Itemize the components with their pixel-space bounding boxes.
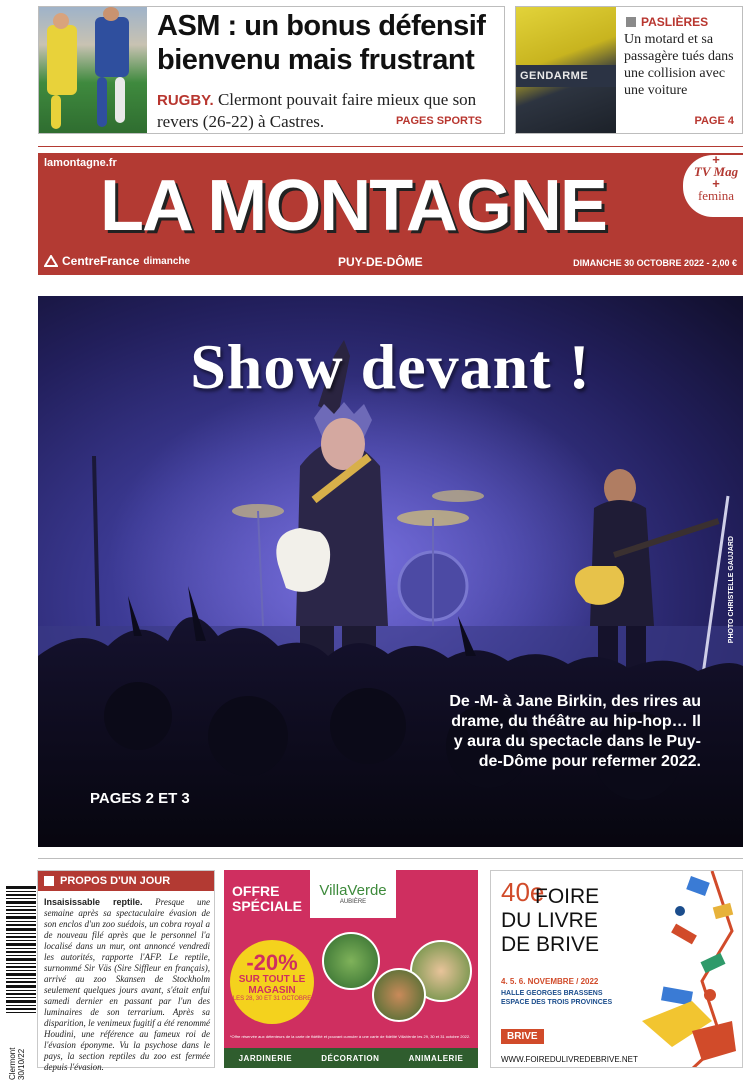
publisher-logo [44,254,190,268]
propos-text [44,897,210,1073]
gendarme-band-text: GENDARME [516,65,616,87]
asm-kicker: RUGBY. [157,92,214,109]
edition-name: PUY-DE-DÔME [338,255,423,269]
paslieres-kicker-wrap [626,15,708,29]
paslieres-body: Un motard et sa passagère tués dans une collision avec une voiture [624,32,734,98]
square-bullet-icon [44,876,54,886]
foire-title-line: DE BRIVE [501,933,600,956]
asm-page-ref: PAGES SPORTS [396,115,482,127]
teaser-paslieres[interactable] [515,6,743,134]
propos-title: PROPOS D'UN JOUR [60,875,171,887]
ad-category: JARDINERIE [238,1053,293,1063]
top-rule [38,146,743,147]
paslieres-page-ref: PAGE 4 [694,115,734,127]
asm-body-text: Clermont pouvait faire mieux que son revers (26-22) à Castres. [157,90,477,131]
foire-venue: HALLE GEORGES BRASSENS ESPACE DES TROIS PROVINCES [501,990,613,1006]
decor-photo [372,968,426,1022]
paslieres-kicker: PASLIÈRES [641,15,709,29]
date-price: DIMANCHE 30 OCTOBRE 2022 - 2,00 € [573,258,737,268]
ad-categories [224,1048,478,1068]
supplement-tvmag: TV Mag [693,164,739,179]
centrefrance-icon [44,255,58,267]
gendarme-photo [516,7,616,133]
discount-disc [230,940,314,1024]
site-url[interactable]: lamontagne.fr [44,157,117,169]
ad-category: DÉCORATION [321,1053,380,1063]
ad-category: ANIMALERIE [408,1053,464,1063]
ad-villaverde[interactable] [224,870,478,1068]
propos-body: Presque une semaine après sa spectaculaire évasion de son enclos d'un zoo suédois, un cobra royal a de nouveau filé après que le personnel l'a localisé dans un mur, ont annoncé vendredi les autorités, rapporte l'AFP. Le reptile, surnommé Sir Väs (Sire Siffleur en français), arrivé au zoo Skansen de Stockholm seulement quelques jours avant, s'était enfui samedi dernier en passant par l'un des luminaires de son terrarium. Après sa disparition, le venimeux fugitif a été renommé Houdini, une référence au fameux roi de l'évasion éponyme. Vu la psychose dans le pays, la section reptiles du zoo est fermée depuis l'évasion. [44,897,211,1072]
foire-edition: 40e [501,877,545,907]
ad-offer-title: OFFRE SPÉCIALE [232,883,303,914]
publisher-name: CentreFrance [62,254,140,268]
foire-title-line: FOIRE [535,885,600,908]
villaverde-brand: VillaVerde [319,882,387,899]
supplement-femina: femina [697,188,735,203]
main-photo[interactable] [38,296,743,847]
discount-small: LES 28, 30 ET 31 OCTOBRE [232,996,312,1002]
discount-percent: -20% [246,950,298,975]
supplements-badge [683,152,749,217]
photo-credit: PHOTO CHRISTELLE GAUJARD [728,536,735,644]
teaser-asm[interactable] [38,6,505,134]
square-bullet-icon [626,17,636,27]
foire-title-line: DU LIVRE [501,909,598,932]
foire-url[interactable]: WWW.FOIREDULIVREDEBRIVE.NET [501,1055,638,1064]
asm-headline: ASM : un bonus défensif bienvenu mais frustrant [157,10,486,76]
foire-city-badge: BRIVE [501,1029,544,1044]
main-deck: De -M- à Jane Birkin, des rires au drame, du théâtre au hip-hop… Il y aura du spectacle dans le Puy-de-Dôme pour refermer 2022. [449,693,701,770]
foire-illustration [632,871,742,1068]
newspaper-title: LA MONTAGNE [100,166,606,246]
masthead [38,153,743,275]
rugby-photo [39,7,147,133]
ad-foire-du-livre[interactable] [490,870,743,1068]
plant-photo [322,932,380,990]
villaverde-logo [310,870,396,918]
propos-lead: Insaisissable reptile. [44,897,143,907]
main-page-ref[interactable]: PAGES 2 ET 3 [90,790,190,807]
discount-line: SUR TOUT LE MAGASIN [238,974,306,996]
propos-column[interactable] [37,870,215,1072]
main-headline: Show devant ! [190,331,591,402]
propos-header [38,871,214,891]
foire-dates: 4. 5. 6. NOVEMBRE / 2022 [501,977,599,986]
plus-icon: + [712,176,720,191]
barcode-text: Clermont 30/10/22 [8,1047,26,1080]
bottom-rule [38,858,743,859]
plus-icon: + [712,152,720,167]
ad-fine-print: *Offre réservée aux détenteurs de la carte de fidélité et pouvant cumuler à une carte de fidélité VillaVerde les 29, 30 et 31 octobre 2022. [230,1034,471,1039]
villaverde-brand-sub: AUBIÈRE [339,899,367,905]
publisher-day: dimanche [143,255,191,267]
